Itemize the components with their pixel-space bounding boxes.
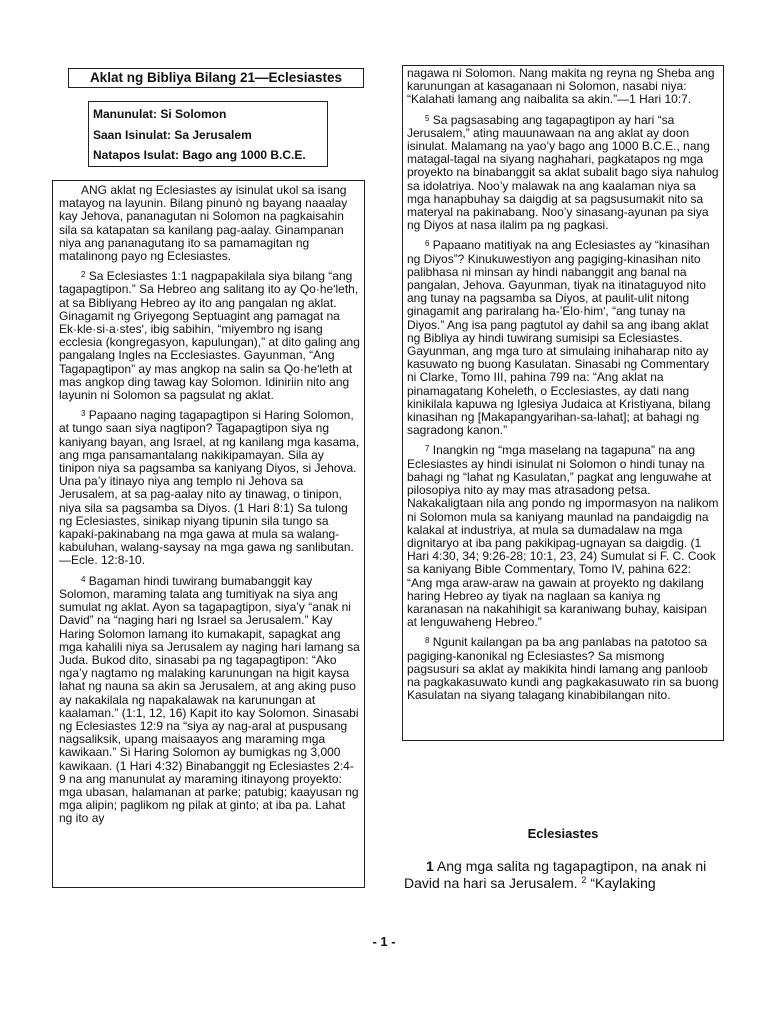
writer-line: Manunulat: Si Solomon [93, 107, 227, 121]
paragraph-number: 2 [81, 270, 86, 280]
chapter-number: 1 [426, 858, 434, 874]
paragraph-number: 3 [81, 409, 86, 419]
paragraph-5-text: Sa pagsasabing ang tagapagtipon ay hari “sa Jerusalem,” ating mauunawaan na ang aklat ay doon isinulat. Malamang na yao’y bago ang 1000 B.C.E., nang matagal-tagal na siyang naghahari, pagkatapos ng mga proyekto na binabanggit sa aklat subalit bago siya nahulog sa idolatriya. Noo’y malawak na ang kaalaman niya sa mga hanapbuhay sa daigdig at sa pagsusumakit nito sa materyal na pakinabang. Noo’y sinasang-ayunan pa siya ng Diyos at nasa ilalim pa ng pagkasi. [407, 112, 719, 233]
paragraph-8-text: Ngunit kailangan pa ba ang panlabas na patotoo sa pagiging-kanonikal ng Eclesiastes? Sa mismong pagsusuri sa aklat ay makikita hindi lamang ang panloob na pagkakasuwato kundi ang pagkakasuwato rin sa buong Kasulatan na siyang talagang kinabibilangan nito. [407, 635, 719, 703]
paragraph-number: 4 [81, 574, 86, 584]
paragraph-8 [407, 636, 719, 702]
book-title: Aklat ng Bibliya Bilang 21—Eclesiastes [68, 68, 364, 88]
paragraph-1-text: ANG aklat ng Eclesiastes ay isinulat ukol sa isang matayog na layunin. Bilang pinunò ng bayang naaalay kay Jehova, pananagutan ni Solomon na pagkaisahin sila sa katapatan sa kanilang pag-aalay. Ginampanan niya ang pananagutang ito sa pamamagitan ng matalinong payo ng Eclesiastes. [59, 183, 348, 264]
paragraph-number: 6 [425, 239, 430, 249]
paragraph-4 [59, 575, 360, 826]
paragraph-7 [407, 444, 719, 629]
verse-1-text: Ang mga salita ng tagapagtipon, na anak ni David na hari sa Jerusalem. [404, 858, 707, 891]
paragraph-3-text: Papaano naging tagapagtipon si Haring Solomon, at tungo saan siya nagtipon? Tagapagtipon siya ng kaniyang bayan, ang Israel, at ng kanilang mga kasama, ang mga pansamantalang nakikipamayan. Sila ay tinipon niya sa pagsamba sa kaniyang Diyos, si Jehova. Una pa’y itinayo niya ang templo ni Jehova sa Jerusalem, at sa pag-aalay nito ay tinawag, o tinipon, niya sila sa pagsamba sa Diyos. (1 Hari 8:1) Sa tulong ng Eclesiastes, sinikap niyang tipunin sila tungo sa kapaki-pakinabang na mga gawa at mula sa walang-kabuluhan, walang-saysay na mga gawa ng sanlibutan.—Ecle. 12:8-10. [59, 408, 360, 568]
paragraph-6 [407, 239, 719, 437]
section-heading: Eclesiastes [527, 826, 599, 841]
right-column [402, 65, 724, 741]
completion-date-line: Natapos Isulat: Bago ang 1000 B.C.E. [93, 148, 306, 162]
paragraph-3 [59, 409, 360, 567]
verse-number: 2 [581, 875, 587, 885]
left-column [52, 180, 365, 888]
scripture-verse [404, 858, 722, 892]
place-written-line: Saan Isinulat: Sa Jerusalem [93, 127, 252, 142]
paragraph-number: 8 [425, 636, 430, 646]
paragraph-7-text: Inangkin ng “mga maselang na tagapuna” na ang Eclesiastes ay hindi isinulat ni Solomon o hindi tunay na bahagi ng “lahat ng Kasulatan,” pagkat ang lenguwahe at pilosopiya nito ay may mas atrasadong petsa. Nakakaligtaan nila ang pondo ng impormasyon na nalikom ni Solomon mula sa kaniyang maunlad na pandaigdig na kalakal at industriya, at mula sa dumadalaw na mga dignitaryo at iba pang pakikipag-ugnayan sa daigdig. (1 Hari 4:30, 34; 9:26-28; 10:1, 23, 24) Sumulat si F. C. Cook sa kaniyang Bible Commentary, Tomo IV, pahina 622: “Ang mga araw-araw na gawain at proyekto ng dakilang haring Hebreo ay tiyak na naglaan sa kaniya ng karanasan na nakahihigit sa karaniwang buhay, kaisipan at lenguwaheng Hebreo.” [407, 443, 719, 630]
paragraph-number: 7 [425, 444, 430, 454]
paragraph-6-text: Papaano matitiyak na ang Eclesiastes ay “kinasihan ng Diyos”? Kinukuwestiyon ang pagiging-kinasihan nito palibhasa ni minsan ay hindi nabanggit ang banal na pangalan, Jehova. Gayunman, tiyak na itinataguyod nito ang tunay na pagsamba sa Diyos, at paulit-ulit nitong ginagamit ang pariralang ha-ʼElo·himʹ, “ang tunay na Diyos.” Ang isa pang pagtutol ay dahil sa ang ibang aklat ng Bibliya ay hindi tuwirang sumisipi sa Eclesiastes. Gayunman, ang mga turo at simulaing inihaharap nito ay kasuwato ng buong Kasulatan. Sinasabi ng Commentary ni Clarke, Tomo III, pahina 799 na: “Ang aklat na pinamagatang Koheleth, o Ecclesiastes, ay dati nang kinikilala kapuwa ng Iglesiya Judaica at Kristiyana, bilang kinasihan ng [Makapangyarihan-sa-lahat]; at bahagi ng sagradong kanon.” [407, 238, 711, 438]
paragraph-2 [59, 270, 360, 402]
paragraph-5 [407, 114, 719, 233]
paragraph-4-continued [407, 67, 719, 107]
verse-2-text: “Kaylaking [590, 875, 656, 891]
paragraph-4-continued-text: nagawa ni Solomon. Nang makita ng reyna ng Sheba ang karunungan at kasaganaan ni Solomon, nasabi niya: “Kalahati lamang ang naibalita sa akin.”—1 Hari 10:7. [407, 66, 715, 107]
paragraph-1 [59, 184, 360, 263]
paragraph-4-text: Bagaman hindi tuwirang bumabanggit kay Solomon, maraming talata ang tumitiyak na siya ang sumulat ng aklat. Ayon sa tagapagtipon, siya’y “anak ni David” na “naging hari ng Israel sa Jerusalem.” Kay Haring Solomon lamang ito kumakapit, sapagkat ang mga kahalili niya sa Jerusalem ay naging hari lamang sa Juda. Bukod dito, sinasabi pa ng tagapagtipon: “Ako nga’y nagtamo ng malaking karunungan na higit kaysa lahat ng nauna sa akin sa Jerusalem, at ang aking puso ay nakakilala ng napakalawak na karunungan at kaalaman.” (1:1, 12, 16) Kapit ito kay Solomon. Sinasabi ng Eclesiastes 12:9 na “siya ay nag-aral at puspusang nagsaliksik, upang maisaayos ang maraming mga kawikaan.” Si Haring Solomon ay bumigkas ng 3,000 kawikaan. (1 Hari 4:32) Binabanggit ng Eclesiastes 2:4-9 na ang manunulat ay maraming itinayong proyekto: mga ubasan, halamanan at parke; patubig; kaayusan ng mga alipin; paglikom ng pilak at ginto; at iba pa. Lahat ng ito ay [59, 573, 360, 826]
book-info-box [88, 101, 328, 167]
page-number: - 1 - [372, 934, 396, 949]
paragraph-2-text: Sa Eclesiastes 1:1 nagpapakilala siya bilang “ang tagapagtipon.” Sa Hebreo ang salitang ito ay Qo·heʹleth, at sa Bibliyang Hebreo ay ito ang pangalan ng aklat. Ginagamit ng Griyegong Septuagint ang pamagat na Ek·kle·si·a·stesʹ, ibig sabihin, “miyembro ng isang ecclesia (kongregasyon, kapulungan),” at dito galing ang pangalang Ingles na Ecclesiastes. Gayunman, “Ang Tagapagtipon” ay mas angkop na salin sa Qo·heʹleth at mas angkop ding tawag kay Solomon. Idiniriin nito ang layunin ni Solomon sa pagsulat ng aklat. [59, 269, 360, 403]
paragraph-number: 5 [425, 113, 430, 123]
